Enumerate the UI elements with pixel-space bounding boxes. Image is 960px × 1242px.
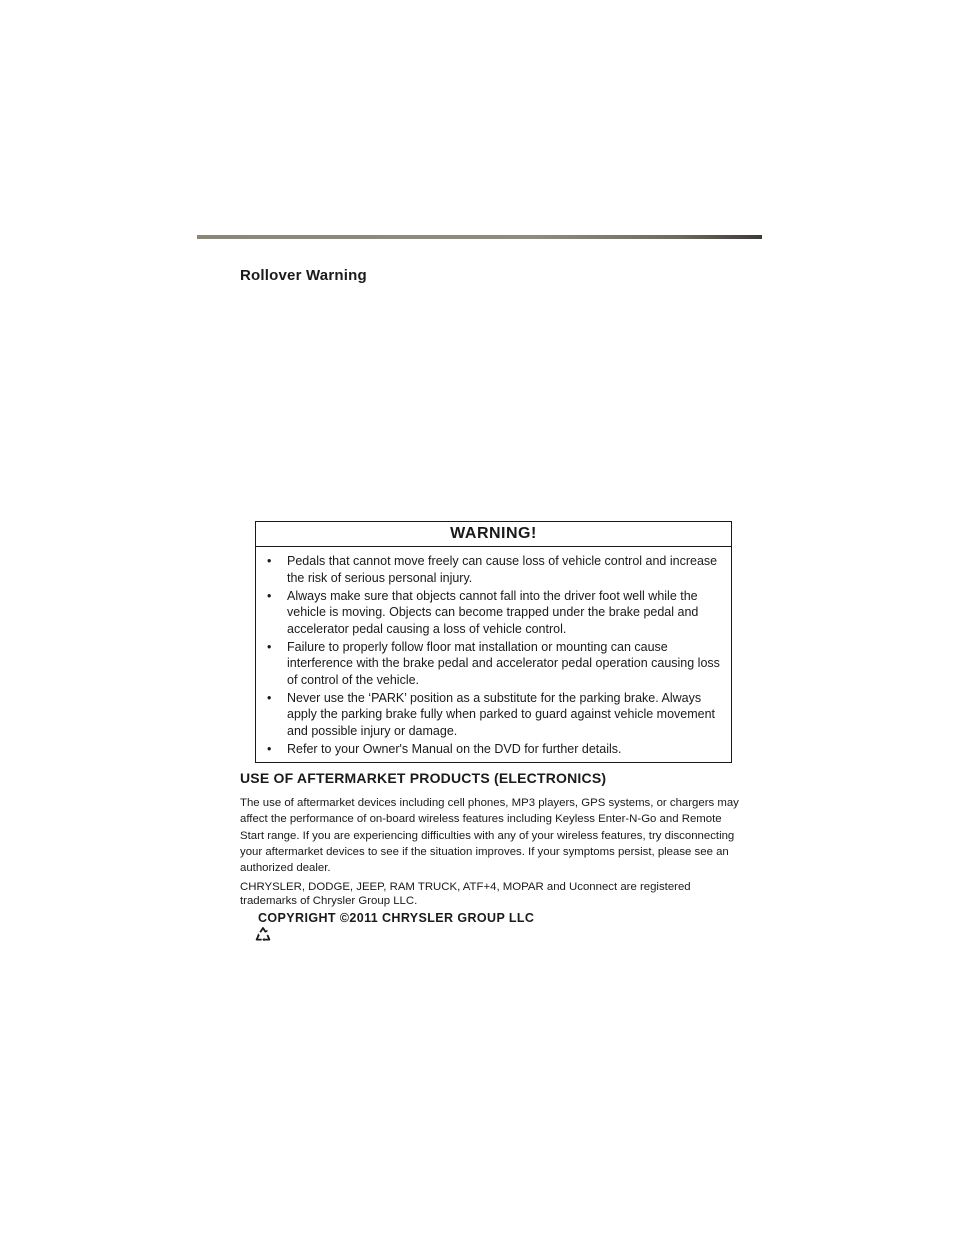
aftermarket-paragraph: The use of aftermarket devices including cell phones, MP3 players, GPS systems, or chargers may affect the performance of on-board wireless features including Keyless Enter-N-Go and Remote Start range. If you are experiencing difficulties with any of your wireless features, try disconnecting your aftermarket devices to see if the situation improves. If your symptoms persist, please see an authorized dealer. bbox=[240, 797, 739, 875]
warning-box bbox=[255, 521, 732, 763]
bullet-icon: • bbox=[267, 588, 272, 603]
warning-item bbox=[264, 639, 723, 689]
bullet-icon: • bbox=[267, 690, 272, 705]
warning-item-text: Pedals that cannot move freely can cause loss of vehicle control and increase the risk of serious personal injury. bbox=[287, 554, 718, 585]
warning-item bbox=[264, 741, 723, 758]
warning-item bbox=[264, 553, 723, 586]
warning-list bbox=[256, 547, 731, 757]
bullet-icon: • bbox=[267, 639, 272, 654]
top-divider-rule bbox=[197, 235, 762, 239]
trademark-note: CHRYSLER, DODGE, JEEP, RAM TRUCK, ATF+4, MOPAR and Uconnect are registered trademarks of Chrysler Group LLC. bbox=[240, 881, 691, 907]
warning-item-text: Failure to properly follow floor mat installation or mounting can cause interference with the brake pedal and accelerator pedal operation causing loss of control of the vehicle. bbox=[287, 639, 720, 687]
recycle-icon bbox=[255, 926, 271, 944]
copyright-notice: COPYRIGHT ©2011 CHRYSLER GROUP LLC bbox=[258, 911, 535, 925]
warning-item bbox=[264, 690, 723, 740]
warning-item bbox=[264, 588, 723, 638]
section-title: Rollover Warning bbox=[240, 267, 367, 284]
bullet-icon: • bbox=[267, 554, 272, 568]
warning-header: WARNING! bbox=[256, 522, 731, 547]
warning-item-text: Never use the ‘PARK’ position as a substitute for the parking brake. Always apply the parking brake fully when parked to guard against vehicle movement and possible injury or damage. bbox=[287, 690, 716, 738]
warning-item-text: Refer to your Owner's Manual on the DVD for further details. bbox=[287, 741, 622, 756]
bullet-icon: • bbox=[267, 741, 272, 756]
warning-item-text: Always make sure that objects cannot fall into the driver foot well while the vehicle is moving. Objects can become trapped under the brake pedal and accelerator pedal causing a loss of vehicle control. bbox=[287, 588, 699, 636]
aftermarket-heading: USE OF AFTERMARKET PRODUCTS (ELECTRONICS) bbox=[240, 770, 607, 786]
